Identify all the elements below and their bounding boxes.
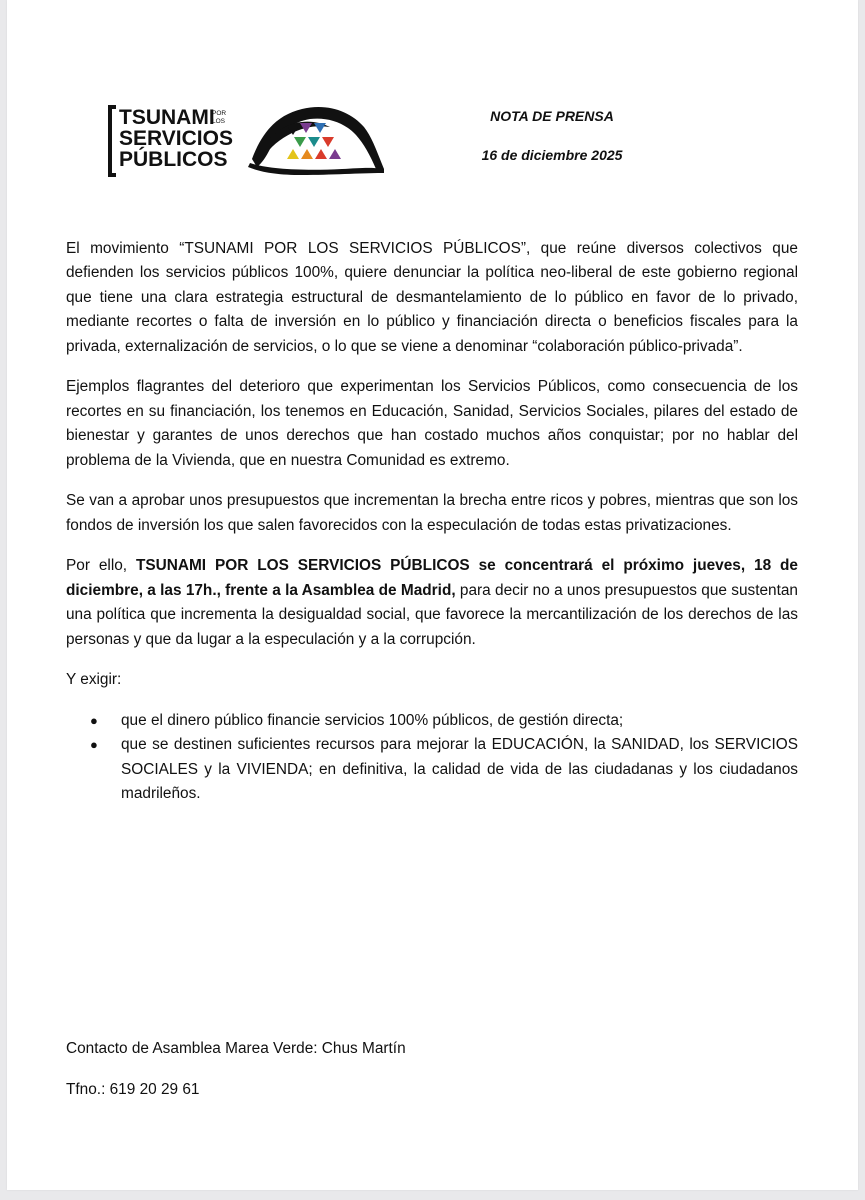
press-release-label: NOTA DE PRENSA: [490, 108, 614, 124]
paragraph-2: Ejemplos flagrantes del deterioro que experimentan los Servicios Públicos, como consecuencia de los recortes en su financiación, los tenemos en Educación, Sanidad, Servicios Sociales, pilares del estado de bienestar y garantes de unos derechos que han costado muchos años conquistar; por no hablar del problema de la Vivienda, que en nuestra Comunidad es extremo.: [66, 378, 798, 469]
list-item: [66, 709, 798, 733]
logo-line1: TSUNAMI: [119, 106, 215, 129]
list-item: [66, 733, 798, 806]
bullet-icon: ●: [90, 712, 98, 728]
paragraph-3: Se van a aprobar unos presupuestos que incrementan la brecha entre ricos y pobres, mientras que son los fondos de inversión los que salen favorecidos con la especulación de todas estas privatizaciones.: [66, 492, 798, 534]
logo-line3: PÚBLICOS: [119, 148, 228, 171]
press-release-body: [66, 237, 798, 807]
logo-los: LOS: [212, 118, 226, 125]
paragraph-1: El movimiento “TSUNAMI POR LOS SERVICIOS PÚBLICOS”, que reúne diversos colectivos que defienden los servicios públicos 100%, quiere denunciar la política neo-liberal de este gobierno regional que tiene una clara estrategia estructural de desmantelamiento de lo público en favor de lo privado, mediante recortes o falta de inversión en lo público y financiación directa o beneficios fiscales para la privada, externalización de servicios, o lo que se viene a denominar “colaboración público-privada”.: [66, 240, 798, 355]
logo-por: POR: [212, 110, 227, 117]
paragraph-4: [66, 554, 798, 652]
list-item-text: que se destinen suficientes recursos para mejorar la EDUCACIÓN, la SANIDAD, los SERVICIOS SOCIALES y la VIVIENDA; en definitiva, la calidad de vida de las ciudadanas y los ciudadanos madrileños.: [121, 736, 798, 803]
bullet-icon: ●: [90, 737, 98, 753]
logo-triangles: [287, 123, 341, 159]
paragraph-4-start: Por ello,: [66, 557, 136, 575]
press-release-page: [7, 0, 858, 1190]
paragraph-4-end: para decir no a unos presupuestos que sustentan una política que incrementa la desigualdad social, que favorece la mercantilización de los derechos de las personas y que da lugar a la especulación y a la corrupción.: [66, 581, 798, 648]
phone-line: Tfno.: 619 20 29 61: [66, 1081, 200, 1098]
press-release-date: 16 de diciembre 2025: [481, 147, 623, 163]
tsunami-logo: [102, 97, 387, 182]
logo-line2: SERVICIOS: [119, 127, 233, 150]
list-item-text: que el dinero público financie servicios 100% públicos, de gestión directa;: [121, 711, 624, 729]
paragraph-4-bold: TSUNAMI POR LOS SERVICIOS PÚBLICOS se concentrará el próximo jueves, 18 de diciembre, a las 17h., frente a la Asamblea de Madrid,: [66, 557, 798, 599]
contact-line: Contacto de Asamblea Marea Verde: Chus Martín: [66, 1040, 406, 1057]
demands-list: [66, 709, 798, 807]
paragraph-5: Y exigir:: [66, 671, 122, 689]
